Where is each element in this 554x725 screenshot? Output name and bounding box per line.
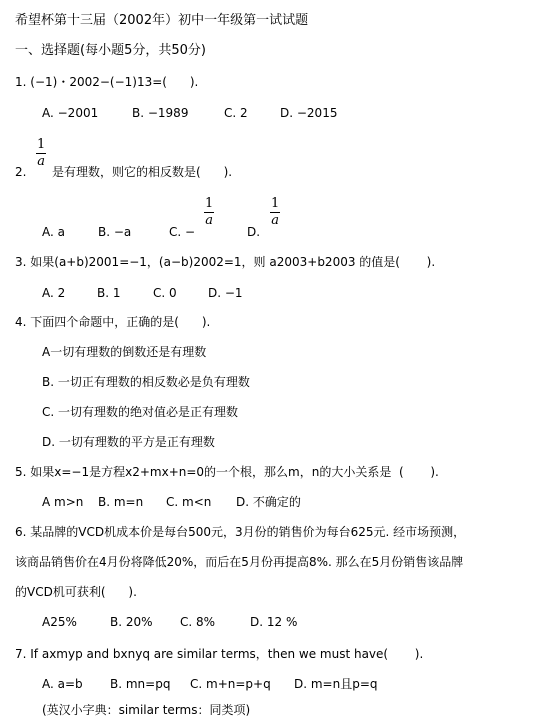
- q3-option-b: B. 1: [97, 286, 121, 300]
- q7-option-a: A. a=b: [42, 677, 83, 691]
- q5-option-d: D. 不确定的: [236, 495, 301, 509]
- q7-option-b: B. mn=pq: [110, 677, 171, 691]
- q1-option-d: D. −2015: [280, 106, 338, 120]
- q6-option-c: C. 8%: [180, 615, 216, 629]
- q1-option-b: B. −1989: [132, 106, 189, 120]
- q4-option-d: D. 一切有理数的平方是正有理数: [42, 435, 215, 449]
- fraction-denominator: a: [37, 154, 46, 169]
- q4-option-b: B. 一切正有理数的相反数必是负有理数: [42, 375, 250, 389]
- fraction-denominator: a: [205, 213, 214, 228]
- q6-option-a: A25%: [42, 615, 77, 629]
- q2-option-c-fraction: [204, 197, 214, 228]
- q1-option-a: A. −2001: [42, 106, 99, 120]
- q6-option-d: D. 12 %: [250, 615, 298, 629]
- q2-option-d: D.: [247, 225, 261, 239]
- q2-option-c: C. −: [169, 225, 196, 239]
- question-2-stem: 是有理数，则它的相反数是( ).: [52, 165, 233, 179]
- fraction-numerator: 1: [271, 196, 280, 211]
- q7-option-d: D. m=n且p=q: [294, 677, 378, 691]
- q3-option-c: C. 0: [153, 286, 177, 300]
- question-7-stem: 7. If axmyp and bxnyq are similar terms，then we must have( ).: [15, 647, 424, 661]
- question-5-stem: 5. 如果x=−1是方程x2+mx+n=0的一个根，那么m，n的大小关系是 ( ).: [15, 465, 439, 479]
- q2-option-d-fraction: [270, 197, 280, 228]
- q3-option-a: A. 2: [42, 286, 66, 300]
- q6-option-b: B. 20%: [110, 615, 153, 629]
- q7-option-c: C. m+n=p+q: [190, 677, 271, 691]
- q2-fraction-one-over-a: [36, 138, 46, 169]
- question-6-line-3: 的VCD机可获利( ).: [15, 585, 137, 599]
- q5-option-b: B. m=n: [98, 495, 144, 509]
- q5-option-c: C. m<n: [166, 495, 212, 509]
- question-2-number: 2.: [15, 165, 27, 179]
- q1-option-c: C. 2: [224, 106, 248, 120]
- q2-option-a: A. a: [42, 225, 65, 239]
- dictionary-note: (英汉小字典：similar terms：同类项): [42, 703, 251, 717]
- q4-option-a: A一切有理数的倒数还是有理数: [42, 345, 207, 359]
- fraction-numerator: 1: [37, 137, 46, 152]
- fraction-denominator: a: [271, 213, 280, 228]
- q2-option-b: B. −a: [98, 225, 132, 239]
- question-3-stem: 3. 如果(a+b)2001=−1，(a−b)2002=1，则 a2003+b2003 的值是( ).: [15, 255, 436, 269]
- question-1-stem: 1. (−1)・2002−(−1)13=( ).: [15, 75, 199, 89]
- q5-option-a: A m>n: [42, 495, 84, 509]
- fraction-numerator: 1: [205, 196, 214, 211]
- section-heading: 一、选择题(每小题5分，共50分): [15, 43, 206, 58]
- q4-option-c: C. 一切有理数的绝对值必是正有理数: [42, 405, 239, 419]
- q3-option-d: D. −1: [208, 286, 243, 300]
- question-6-line-1: 6. 某品牌的VCD机成本价是每台500元，3月份的销售价为每台625元. 经市场预测，: [15, 525, 466, 539]
- question-6-line-2: 该商品销售价在4月份将降低20%，而后在5月份再提高8%. 那么在5月份销售该品牌: [15, 555, 464, 569]
- question-4-stem: 4. 下面四个命题中，正确的是( ).: [15, 315, 211, 329]
- exam-title: 希望杯第十三届（2002年）初中一年级第一试试题: [15, 13, 309, 28]
